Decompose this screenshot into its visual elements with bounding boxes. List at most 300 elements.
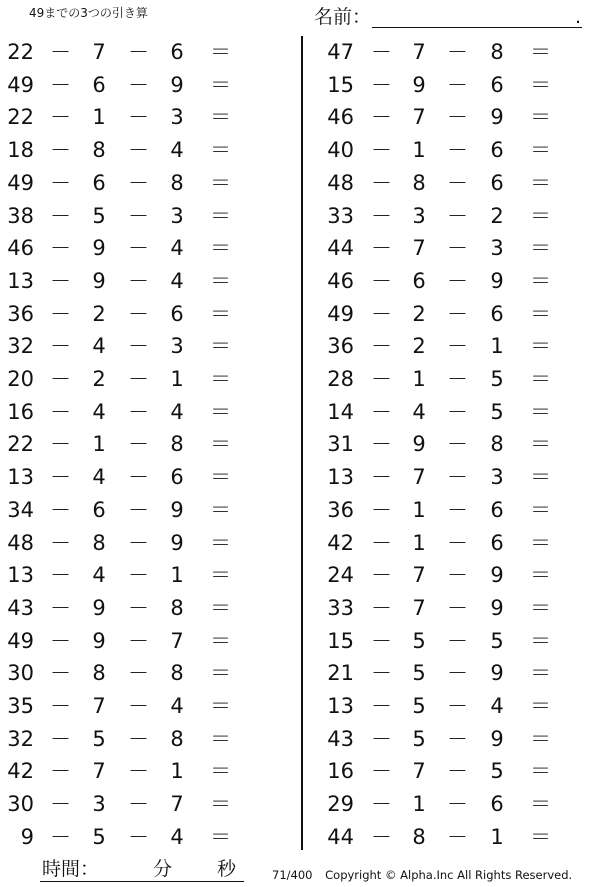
minuend: 9 [20,824,34,849]
subtrahend-2: 3 [170,203,184,228]
minus-sign: － [128,236,149,261]
minuend: 15 [327,72,354,97]
minus-sign: － [371,497,392,522]
name-period: . [575,6,582,28]
problem-row [0,821,600,853]
minus-sign: － [128,759,149,784]
minuend: 43 [327,726,354,751]
time-label: 時間： [42,858,100,880]
minus-sign: － [371,628,392,653]
minus-sign: － [447,628,468,653]
minus-sign: － [128,563,149,588]
subtrahend-2: 7 [170,628,184,653]
subtrahend-1: 5 [412,661,426,686]
subtrahend-2: 3 [490,465,504,490]
problem-row [0,134,600,166]
minus-sign: － [371,824,392,849]
minus-sign: － [447,595,468,620]
minuend: 36 [7,301,34,326]
subtrahend-1: 1 [412,792,426,817]
equals-sign: ＝ [530,399,551,424]
minus-sign: － [371,203,392,228]
problem-row [0,461,600,493]
copyright-notice: Copyright © Alpha.Inc All Rights Reserved. [325,868,573,882]
minus-sign: － [447,759,468,784]
equals-sign: ＝ [210,399,231,424]
equals-sign: ＝ [210,694,231,718]
minus-sign: － [128,40,149,64]
minus-sign: － [50,72,71,97]
subtrahend-2: 6 [170,301,184,326]
subtrahend-2: 6 [490,301,504,326]
subtrahend-1: 1 [412,497,426,522]
minus-sign: － [447,497,468,522]
equals-sign: ＝ [530,563,551,588]
minuend: 33 [327,203,354,228]
equals-sign: ＝ [530,138,551,163]
subtrahend-1: 1 [412,530,426,555]
minus-sign: － [128,465,149,490]
minus-sign: － [50,465,71,490]
equals-sign: ＝ [530,268,551,293]
time-underline [40,881,244,882]
page-number: 71/400 [272,868,313,882]
minuend: 48 [7,530,34,555]
time-record [40,857,244,883]
equals-sign: ＝ [210,661,231,686]
problem-row [0,788,600,820]
subtrahend-1: 9 [412,432,426,457]
subtrahend-2: 1 [170,563,184,588]
minus-sign: － [50,595,71,620]
minus-sign: － [128,432,149,457]
problem-row [0,101,600,133]
minus-sign: － [371,563,392,588]
minuend: 16 [7,399,34,424]
subtrahend-1: 3 [92,792,106,817]
subtrahend-1: 2 [412,301,426,326]
equals-sign: ＝ [210,138,231,163]
minus-sign: － [128,301,149,326]
minuend: 46 [327,105,354,130]
minuend: 44 [327,236,354,261]
equals-sign: ＝ [530,203,551,228]
minuend: 49 [7,72,34,97]
minuend: 42 [7,759,34,784]
subtrahend-2: 5 [490,399,504,424]
equals-sign: ＝ [210,268,231,293]
subtrahend-1: 8 [92,661,106,686]
minus-sign: － [447,72,468,97]
equals-sign: ＝ [210,497,231,522]
minus-sign: － [50,824,71,849]
subtrahend-1: 5 [412,694,426,718]
equals-sign: ＝ [210,530,231,555]
minuend: 44 [327,824,354,849]
minuend: 21 [327,661,354,686]
subtrahend-2: 3 [170,334,184,359]
minus-sign: － [128,170,149,195]
subtrahend-1: 5 [412,628,426,653]
minus-sign: － [447,170,468,195]
minuend: 14 [327,399,354,424]
equals-sign: ＝ [530,628,551,653]
minuend: 46 [7,236,34,261]
minus-sign: － [371,334,392,359]
minus-sign: － [447,824,468,849]
minus-sign: － [371,105,392,130]
minus-sign: － [50,367,71,391]
minus-sign: － [447,334,468,359]
subtrahend-1: 1 [412,367,426,391]
problem-row [0,559,600,591]
minus-sign: － [447,399,468,424]
minus-sign: － [371,432,392,457]
minus-sign: － [447,367,468,391]
minus-sign: － [128,268,149,293]
subtrahend-2: 9 [490,105,504,130]
equals-sign: ＝ [530,465,551,490]
subtrahend-1: 6 [92,497,106,522]
minus-sign: － [371,595,392,620]
equals-sign: ＝ [530,661,551,686]
subtrahend-2: 2 [490,203,504,228]
minus-sign: － [371,792,392,817]
minus-sign: － [371,268,392,293]
subtrahend-1: 4 [92,334,106,359]
subtrahend-1: 7 [412,105,426,130]
minus-sign: － [50,497,71,522]
subtrahend-2: 8 [170,595,184,620]
problem-row [0,396,600,428]
problem-row [0,363,600,395]
minus-sign: － [50,399,71,424]
minutes-label: 分 [153,858,173,880]
subtrahend-2: 6 [490,530,504,555]
subtrahend-2: 6 [490,497,504,522]
subtrahend-1: 9 [92,595,106,620]
subtrahend-2: 7 [170,792,184,817]
minus-sign: － [447,726,468,751]
minus-sign: － [50,661,71,686]
problem-row [0,330,600,362]
minus-sign: － [447,203,468,228]
minus-sign: － [371,759,392,784]
minuend: 32 [7,726,34,751]
subtrahend-1: 2 [412,334,426,359]
subtrahend-2: 8 [490,40,504,64]
minuend: 13 [7,563,34,588]
equals-sign: ＝ [530,367,551,391]
minus-sign: － [371,661,392,686]
equals-sign: ＝ [530,170,551,195]
minus-sign: － [447,268,468,293]
problem-row [0,232,600,264]
minus-sign: － [128,72,149,97]
minuend: 38 [7,203,34,228]
problem-row [0,265,600,297]
minuend: 42 [327,530,354,555]
minuend: 46 [327,268,354,293]
subtrahend-2: 8 [170,661,184,686]
minus-sign: － [128,367,149,391]
equals-sign: ＝ [530,792,551,817]
minuend: 16 [327,759,354,784]
minus-sign: － [128,138,149,163]
equals-sign: ＝ [210,203,231,228]
minus-sign: － [447,105,468,130]
subtrahend-1: 7 [412,40,426,64]
equals-sign: ＝ [530,301,551,326]
problem-row [0,527,600,559]
subtrahend-2: 9 [490,595,504,620]
minuend: 15 [327,628,354,653]
minus-sign: － [371,465,392,490]
subtrahend-2: 9 [170,72,184,97]
minus-sign: － [128,399,149,424]
minuend: 30 [7,661,34,686]
subtrahend-1: 7 [92,694,106,718]
minus-sign: － [50,563,71,588]
equals-sign: ＝ [210,563,231,588]
equals-sign: ＝ [210,465,231,490]
equals-sign: ＝ [530,595,551,620]
minus-sign: － [371,399,392,424]
minus-sign: － [128,497,149,522]
subtrahend-1: 9 [92,268,106,293]
minus-sign: － [371,367,392,391]
subtrahend-2: 1 [490,334,504,359]
subtrahend-1: 7 [412,563,426,588]
subtrahend-2: 9 [490,563,504,588]
minus-sign: － [50,40,71,64]
minus-sign: － [128,661,149,686]
minus-sign: － [128,824,149,849]
equals-sign: ＝ [530,105,551,130]
minus-sign: － [128,694,149,718]
equals-sign: ＝ [210,40,231,64]
subtrahend-1: 4 [92,399,106,424]
minus-sign: － [128,334,149,359]
minuend: 13 [327,465,354,490]
subtrahend-2: 4 [170,399,184,424]
subtrahend-1: 4 [92,563,106,588]
equals-sign: ＝ [210,628,231,653]
minuend: 40 [327,138,354,163]
subtrahend-2: 6 [490,138,504,163]
minuend: 49 [327,301,354,326]
problem-row [0,36,600,68]
subtrahend-1: 7 [412,236,426,261]
equals-sign: ＝ [210,105,231,130]
subtrahend-2: 4 [170,694,184,718]
problem-row [0,755,600,787]
minuend: 49 [7,170,34,195]
minus-sign: － [371,138,392,163]
subtrahend-2: 5 [490,628,504,653]
minuend: 35 [7,694,34,718]
minus-sign: － [371,170,392,195]
subtrahend-1: 2 [92,301,106,326]
minuend: 36 [327,334,354,359]
equals-sign: ＝ [530,432,551,457]
subtrahend-1: 7 [412,595,426,620]
equals-sign: ＝ [210,759,231,784]
subtrahend-2: 6 [490,72,504,97]
subtrahend-1: 4 [92,465,106,490]
worksheet-title: 49までの3つの引き算 [29,6,148,20]
subtrahend-1: 9 [92,628,106,653]
subtrahend-2: 1 [170,759,184,784]
equals-sign: ＝ [530,40,551,64]
minus-sign: － [128,595,149,620]
minus-sign: － [50,203,71,228]
minuend: 28 [327,367,354,391]
subtrahend-2: 8 [170,170,184,195]
minus-sign: － [50,236,71,261]
minuend: 47 [327,40,354,64]
minuend: 48 [327,170,354,195]
subtrahend-2: 8 [170,726,184,751]
subtrahend-1: 8 [92,530,106,555]
subtrahend-1: 8 [412,824,426,849]
equals-sign: ＝ [210,72,231,97]
subtrahend-2: 5 [490,759,504,784]
subtrahend-2: 1 [170,367,184,391]
subtrahend-1: 9 [412,72,426,97]
minus-sign: － [50,334,71,359]
equals-sign: ＝ [210,726,231,751]
subtrahend-2: 1 [490,824,504,849]
subtrahend-2: 9 [170,497,184,522]
minus-sign: － [50,138,71,163]
problem-row [0,690,600,722]
subtrahend-2: 9 [490,726,504,751]
equals-sign: ＝ [530,72,551,97]
problem-row [0,428,600,460]
minus-sign: － [50,301,71,326]
subtrahend-1: 7 [412,759,426,784]
equals-sign: ＝ [530,824,551,849]
equals-sign: ＝ [530,694,551,718]
minus-sign: － [371,72,392,97]
subtrahend-1: 7 [92,759,106,784]
minuend: 30 [7,792,34,817]
minus-sign: － [50,432,71,457]
minus-sign: － [371,236,392,261]
minus-sign: － [50,792,71,817]
subtrahend-2: 9 [490,268,504,293]
equals-sign: ＝ [530,530,551,555]
minuend: 32 [7,334,34,359]
minus-sign: － [128,530,149,555]
minus-sign: － [50,530,71,555]
subtrahend-2: 5 [490,367,504,391]
problem-row [0,200,600,232]
subtrahend-1: 7 [92,40,106,64]
subtrahend-1: 5 [92,726,106,751]
minus-sign: － [50,628,71,653]
equals-sign: ＝ [210,236,231,261]
equals-sign: ＝ [530,236,551,261]
minuend: 33 [327,595,354,620]
minus-sign: － [371,530,392,555]
equals-sign: ＝ [530,497,551,522]
minus-sign: － [128,105,149,130]
minus-sign: － [447,236,468,261]
subtrahend-1: 9 [92,236,106,261]
minus-sign: － [128,628,149,653]
minuend: 29 [327,792,354,817]
minuend: 43 [7,595,34,620]
minuend: 22 [7,432,34,457]
subtrahend-2: 4 [170,138,184,163]
subtrahend-1: 6 [412,268,426,293]
subtrahend-2: 9 [170,530,184,555]
subtrahend-2: 3 [170,105,184,130]
minus-sign: － [447,40,468,64]
minus-sign: － [128,792,149,817]
problem-row [0,494,600,526]
minuend: 13 [327,694,354,718]
subtrahend-1: 1 [92,432,106,457]
minuend: 36 [327,497,354,522]
problem-row [0,592,600,624]
minuend: 18 [7,138,34,163]
minus-sign: － [447,792,468,817]
equals-sign: ＝ [530,726,551,751]
seconds-label: 秒 [217,858,237,880]
subtrahend-1: 6 [92,170,106,195]
minus-sign: － [128,726,149,751]
subtrahend-2: 4 [490,694,504,718]
equals-sign: ＝ [210,367,231,391]
name-field [314,6,584,28]
minus-sign: － [50,726,71,751]
subtrahend-1: 2 [92,367,106,391]
minuend: 20 [7,367,34,391]
subtrahend-2: 6 [170,40,184,64]
equals-sign: ＝ [210,334,231,359]
minus-sign: － [371,301,392,326]
equals-sign: ＝ [530,334,551,359]
subtrahend-1: 6 [92,72,106,97]
minus-sign: － [50,268,71,293]
subtrahend-1: 8 [92,138,106,163]
name-label: 名前： [314,6,372,28]
minus-sign: － [447,301,468,326]
minus-sign: － [371,40,392,64]
minuend: 49 [7,628,34,653]
equals-sign: ＝ [210,301,231,326]
minus-sign: － [50,694,71,718]
problem-row [0,657,600,689]
minus-sign: － [371,694,392,718]
problem-row [0,723,600,755]
minus-sign: － [447,563,468,588]
subtrahend-2: 8 [170,432,184,457]
minus-sign: － [447,432,468,457]
minus-sign: － [447,694,468,718]
name-underline [372,27,582,28]
minus-sign: － [371,726,392,751]
equals-sign: ＝ [210,595,231,620]
subtrahend-2: 6 [170,465,184,490]
minus-sign: － [50,759,71,784]
minus-sign: － [128,203,149,228]
minuend: 31 [327,432,354,457]
subtrahend-2: 8 [490,432,504,457]
